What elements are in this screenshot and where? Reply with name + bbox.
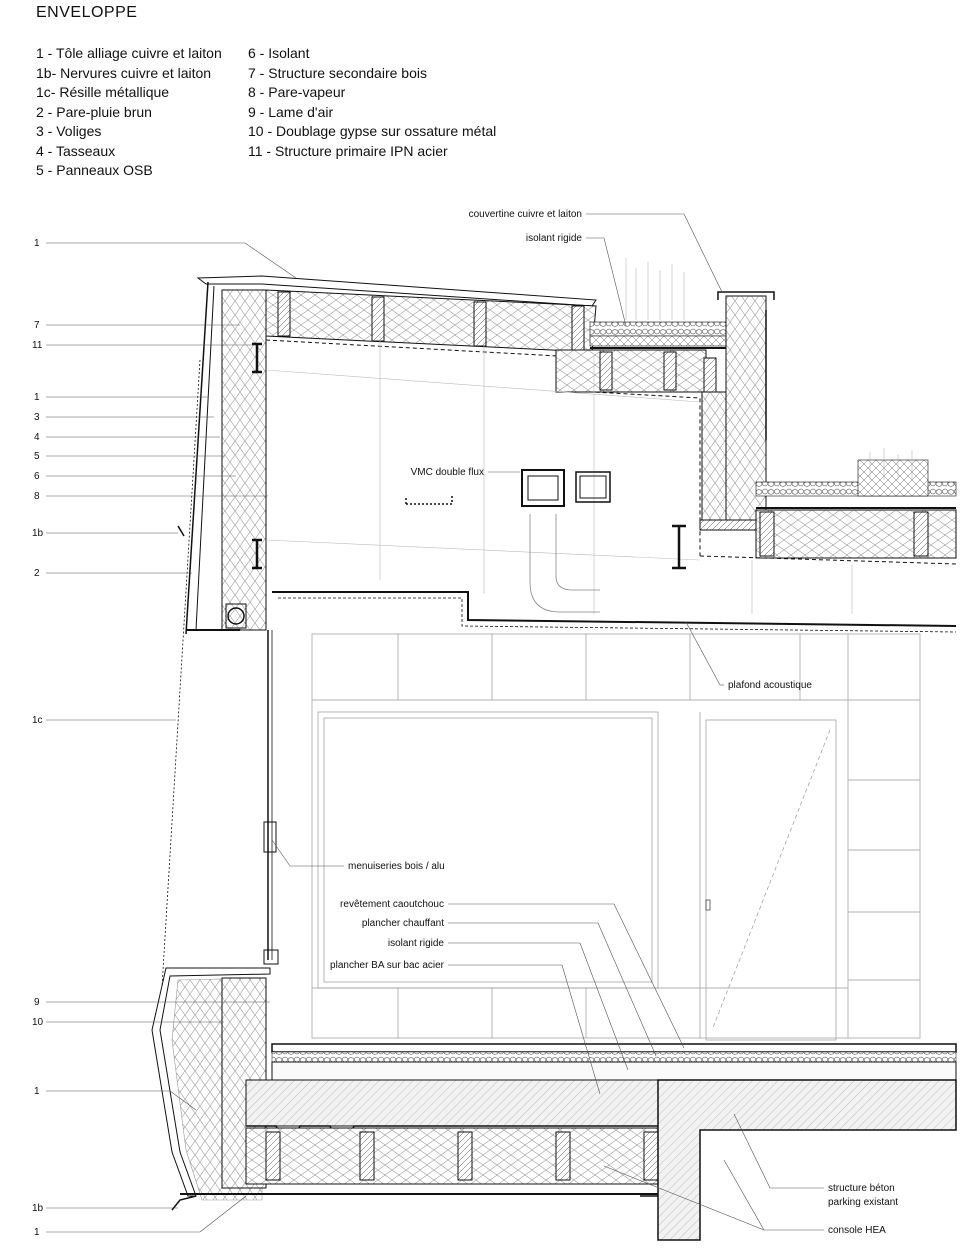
legend-item: 11 - Structure primaire IPN acier xyxy=(248,142,448,159)
tag-label: 11 xyxy=(32,340,43,351)
tag-label: 1 xyxy=(34,1086,40,1097)
tag-label: 5 xyxy=(34,451,40,462)
glazing xyxy=(312,634,920,1040)
annotation-plafond: plafond acoustique xyxy=(728,680,812,691)
tag-label: 1b xyxy=(32,528,44,539)
tag-label: 9 xyxy=(34,997,40,1008)
annotation-plancher-ba: plancher BA sur bac acier xyxy=(330,960,444,971)
vmc-ducts xyxy=(406,470,610,612)
annotation-parking: parking existant xyxy=(828,1197,899,1208)
annotation-menuiseries: menuiseries bois / alu xyxy=(348,861,445,872)
annotation-console: console HEA xyxy=(828,1225,886,1236)
annotation-vmc: VMC double flux xyxy=(410,467,484,478)
upper-roof xyxy=(198,258,956,630)
drawing-title: ENVELOPPE xyxy=(36,4,138,21)
legend-item: 8 - Pare-vapeur xyxy=(248,84,346,100)
legend-item: 6 - Isolant xyxy=(248,45,310,61)
tag-label: 1 xyxy=(34,392,40,403)
legend-item: 4 - Tasseaux xyxy=(36,142,116,159)
annotation-isolant-rigide-floor: isolant rigide xyxy=(387,938,444,949)
legend-item: 1b- Nervures cuivre et laiton xyxy=(36,64,212,81)
tag-label: 10 xyxy=(32,1017,44,1028)
legend-item: 1c- Résille métallique xyxy=(36,84,170,100)
annotation-couvertine: couvertine cuivre et laiton xyxy=(468,209,582,220)
tag-label: 4 xyxy=(34,432,40,443)
left-tags xyxy=(32,238,44,1238)
tag-label: 6 xyxy=(34,471,40,482)
tag-label: 2 xyxy=(34,568,40,579)
legend-item: 2 - Pare-pluie brun xyxy=(36,103,152,120)
legend-item: 1 - Tôle alliage cuivre et laiton xyxy=(36,45,222,61)
legend-item: 7 - Structure secondaire bois xyxy=(248,64,427,81)
tag-label: 1 xyxy=(34,1227,40,1238)
tag-label: 1b xyxy=(32,1203,44,1214)
legend-item: 10 - Doublage gypse sur ossature métal xyxy=(248,123,497,139)
annotation-structure-beton: structure béton xyxy=(828,1183,895,1194)
legend-item: 5 - Panneaux OSB xyxy=(36,162,153,178)
tag-label: 3 xyxy=(34,412,40,423)
tag-label: 7 xyxy=(34,320,40,331)
legend-item: 3 - Voliges xyxy=(36,123,102,139)
annotation-isolant-rigide-roof: isolant rigide xyxy=(525,233,582,244)
floor-slab xyxy=(246,1044,956,1240)
tag-label: 1 xyxy=(34,238,40,249)
annotation-plancher-chauffant: plancher chauffant xyxy=(361,918,444,929)
acoustic-ceiling xyxy=(272,592,956,632)
legend-item: 9 - Lame d'air xyxy=(248,103,334,120)
tag-label: 1c xyxy=(32,715,43,726)
annotation-revetement: revêtement caoutchouc xyxy=(340,899,444,910)
tag-label: 8 xyxy=(34,491,40,502)
